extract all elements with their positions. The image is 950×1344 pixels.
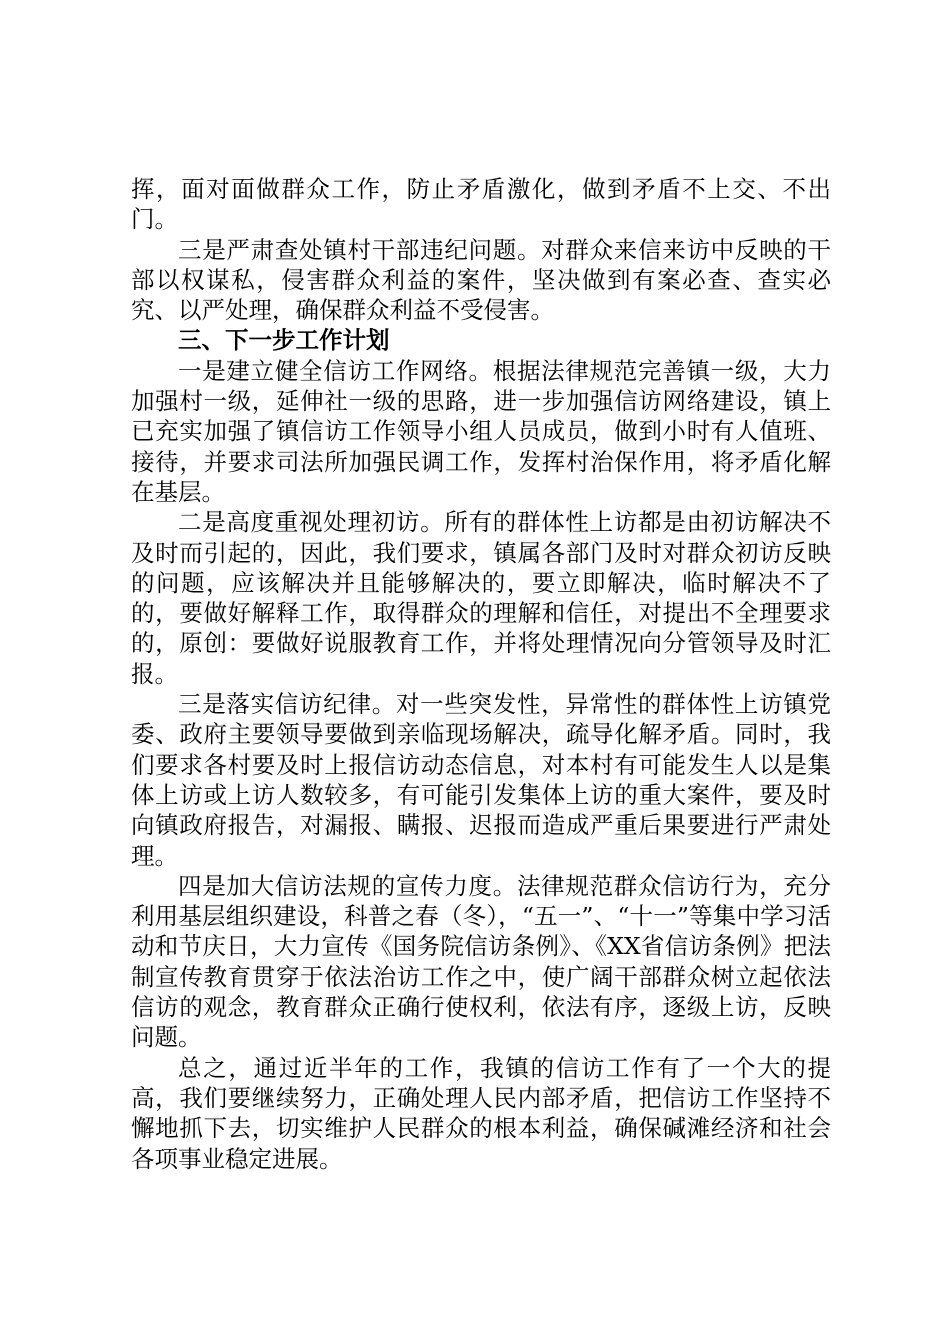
paragraph-network: 一是建立健全信访工作网络。根据法律规范完善镇一级，大力加强村一级，延伸社一级的思路，进一步加强信访网络建设，镇上已充实加强了镇信访工作领导小组人员成员，做到小时有人值班、接待，并要求司法所加强民调工作，发挥村治保作用，将矛盾化解在基层。 <box>131 356 831 506</box>
section-heading-next-steps: 三、下一步工作计划 <box>178 326 390 355</box>
paragraph-discipline: 三是落实信访纪律。对一些突发性，异常性的群体性上访镇党委、政府主要领导要做到亲临现场解决，疏导化解矛盾。同时，我们要求各村要及时上报信访动态信息，对本村有可能发生人以是集体上访或上访人数较多，有可能引发集体上访的重大案件，要及时向镇政府报告，对漏报、瞒报、迟报而造成严重后果要进行严肃处理。 <box>131 690 831 870</box>
paragraph-continuation: 挥，面对面做群众工作，防止矛盾激化，做到矛盾不上交、不出门。 <box>131 175 831 234</box>
paragraph-publicity: 四是加大信访法规的宣传力度。法律规范群众信访行为，充分利用基层组织建设，科普之春（冬），“五一”、“十一”等集中学习活动和节庆日，大力宣传《国务院信访条例》、《XX省信访条例》把法制宣传教育贯穿于依法治访工作之中，使广阔干部群众树立起依法信访的观念，教育群众正确行使权利，依法有序，逐级上访，反映问题。 <box>131 871 831 1052</box>
paragraph-initial-visits: 二是高度重视处理初访。所有的群体性上访都是由初访解决不及时而引起的，因此，我们要求，镇属各部门及时对群众初访反映的问题，应该解决并且能够解决的，要立即解决，临时解决不了的，要做好解释工作，取得群众的理解和信任，对提出不全理要求的，原创：要做好说服教育工作，并将处理情况向分管领导及时汇报。 <box>131 508 831 688</box>
paragraph-conclusion: 总之，通过近半年的工作，我镇的信访工作有了一个大的提高，我们要继续努力，正确处理人民内部矛盾，把信访工作坚持不懈地抓下去，切实维护人民群众的根本利益，确保碱滩经济和社会各项事业稳定进展。 <box>131 1053 831 1173</box>
document-page <box>131 174 831 1174</box>
paragraph-discipline-investigation: 三是严肃查处镇村干部违纪问题。对群众来信来访中反映的干部以权谋私，侵害群众利益的案件，坚决做到有案必查、查实必究、以严处理，确保群众利益不受侵害。 <box>131 235 831 325</box>
